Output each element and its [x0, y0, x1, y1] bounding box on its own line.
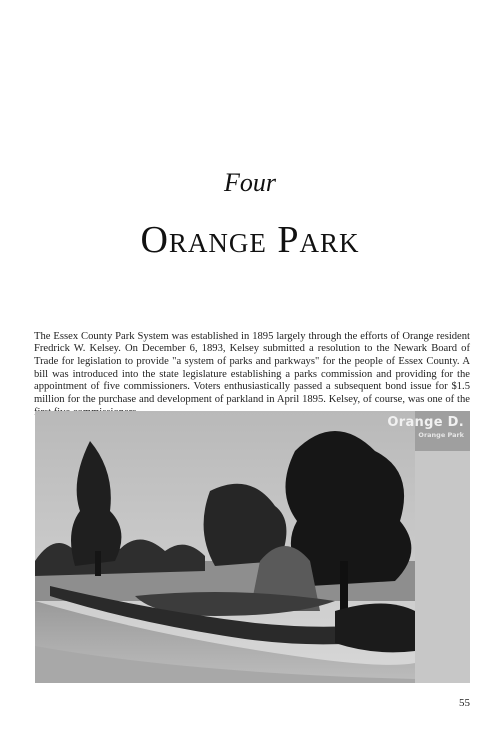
chapter-number: Four: [224, 168, 276, 197]
chapter-title: Orange Park: [140, 219, 360, 261]
photo-caption-sub: Orange Park: [418, 431, 464, 439]
photo-caption: [387, 415, 464, 439]
page-number: 55: [459, 697, 470, 709]
body-paragraph: The Essex County Park System was established in 1895 largely through the efforts of Orange resident Fredrick W. Kelsey. On December 6, 1893, Kelsey submitted a resolution to the Newark Board of Trade for legislation to provide "a system of parks and parkways" for the people of Essex County. A bill was introduced into the state legislature establishing a parks commission and providing for the appointment of five commissioners. Voters enthusiastically passed a subsequent bond issue for $1.5 million for the purchase and development of parkland in April 1895. Kelsey, of course, was one of the: [34, 330, 470, 406]
park-photograph: [35, 411, 470, 683]
photo-caption-main: Orange D.: [387, 415, 464, 430]
park-photo-illustration: [35, 411, 470, 683]
